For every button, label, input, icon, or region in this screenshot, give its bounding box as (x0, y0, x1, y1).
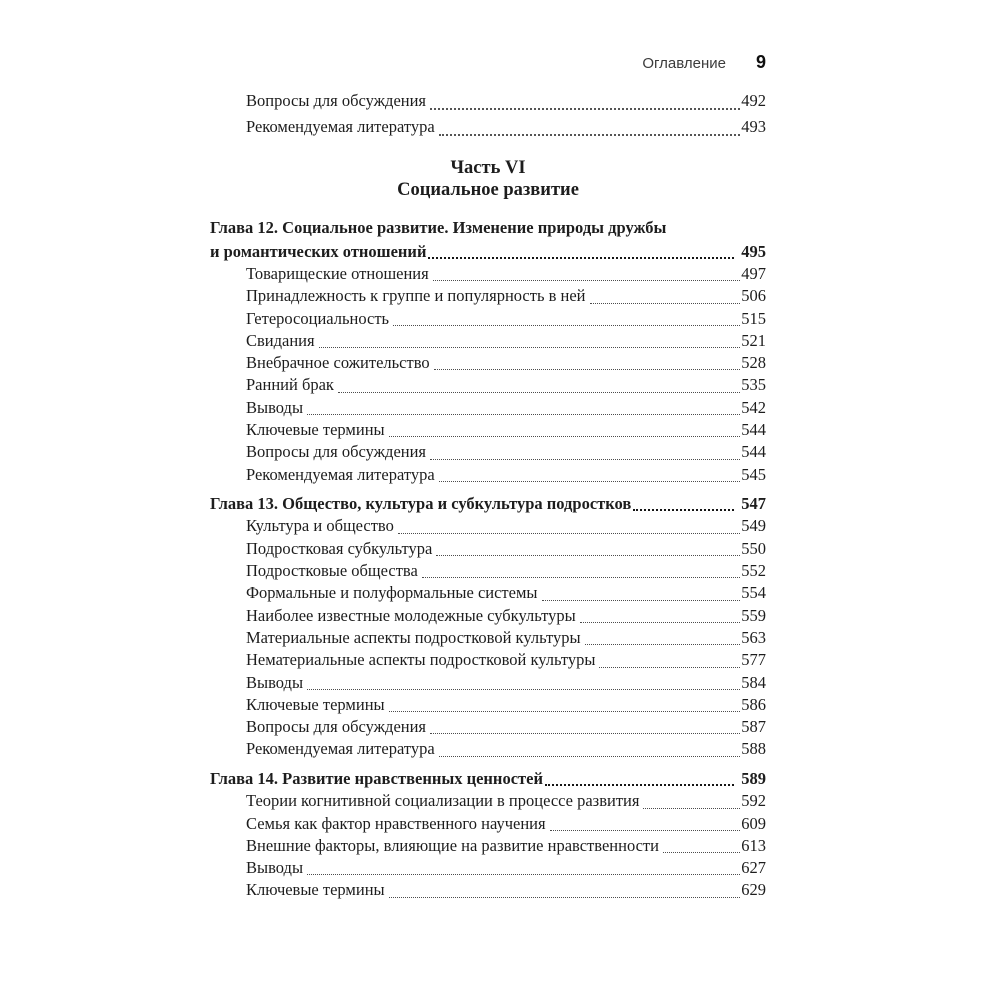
toc-entry-label: Выводы (246, 672, 304, 692)
dot-leader (643, 808, 740, 809)
dot-leader (398, 533, 740, 534)
toc-entry-label: Рекомендуемая литература (246, 464, 435, 484)
dot-leader (389, 711, 741, 712)
dot-leader (430, 459, 740, 460)
running-header (210, 52, 766, 72)
toc-entry (210, 582, 766, 604)
dot-leader (430, 733, 740, 734)
dot-leader (585, 644, 741, 645)
dot-leader (663, 852, 740, 853)
toc-entry-page: 544 (741, 420, 766, 440)
pre-entries (210, 88, 766, 140)
dot-leader (389, 897, 741, 898)
chapter-entry-page: 547 (741, 493, 766, 513)
toc-entry-label: Вопросы для обсуждения (246, 442, 427, 462)
toc-entry (210, 308, 766, 330)
chapter-block (210, 216, 766, 486)
toc-entry (210, 605, 766, 627)
chapter-block (210, 492, 766, 761)
toc-entry-page: 535 (741, 375, 766, 395)
toc-entry-label: Внебрачное сожительство (246, 353, 430, 373)
chapter-title-line: Глава 12. Социальное развитие. Изменение природы дружбы (210, 218, 667, 237)
toc-entry-page: 609 (741, 813, 766, 833)
dot-leader (389, 436, 741, 437)
toc-entry-label: Свидания (246, 330, 315, 350)
dot-leader (542, 600, 741, 601)
toc-entry-page: 492 (741, 91, 766, 110)
dot-leader (307, 414, 740, 415)
toc-entry-page: 552 (741, 561, 766, 581)
toc-entry-label: Ключевые термины (246, 420, 385, 440)
chapter-entry-label: Глава 13. Общество, культура и субкультура подростков (210, 493, 632, 513)
toc-entry-page: 550 (741, 538, 766, 558)
toc-entry (210, 419, 766, 441)
toc-entry-label: Выводы (246, 858, 304, 878)
toc-entry-label: Нематериальные аспекты подростковой культуры (246, 650, 596, 670)
toc-entry-label: Ключевые термины (246, 694, 385, 714)
chapter-entry-label: и романтических отношений (210, 241, 427, 261)
toc-entry-label: Формальные и полуформальные системы (246, 583, 538, 603)
chapter-entry (210, 492, 766, 516)
toc-entry-page: 577 (741, 650, 766, 670)
toc-entry-page: 587 (741, 717, 766, 737)
toc-entry-page: 629 (741, 880, 766, 900)
chapter-entry-page: 495 (741, 241, 766, 261)
dot-leader (545, 784, 734, 786)
toc-entry-label: Культура и общество (246, 516, 394, 536)
toc-entry (210, 441, 766, 463)
dot-leader (439, 756, 741, 757)
toc-entry-page: 493 (741, 117, 766, 136)
dot-leader (338, 392, 740, 393)
toc-entry (210, 813, 766, 835)
running-header-title: Оглавление (642, 55, 726, 72)
toc-entry-page: 545 (741, 464, 766, 484)
toc-entry-label: Наиболее известные молодежные субкультуры (246, 605, 576, 625)
chapter-entry-page: 589 (741, 768, 766, 788)
toc-entry-page: 613 (741, 835, 766, 855)
current-page-number: 9 (755, 52, 766, 72)
toc-entry-label: Подростковые общества (246, 561, 418, 581)
toc-entry-label: Подростковая субкультура (246, 538, 433, 558)
toc-entry (210, 790, 766, 812)
toc-entry (210, 285, 766, 307)
dot-leader (307, 874, 740, 875)
dot-leader (428, 257, 734, 259)
toc-entry-label: Ранний брак (246, 375, 334, 395)
toc-entry-page: 586 (741, 694, 766, 714)
toc-entry-page: 528 (741, 353, 766, 373)
chapter-entry-label: Глава 14. Развитие нравственных ценностей (210, 768, 543, 788)
dot-leader (430, 108, 740, 110)
toc-entry-label: Выводы (246, 397, 304, 417)
toc-entry-page: 592 (741, 791, 766, 811)
toc-entry (210, 738, 766, 760)
toc-entry-label: Материальные аспекты подростковой культуры (246, 627, 581, 647)
toc-entry (210, 352, 766, 374)
dot-leader (433, 280, 741, 281)
toc-entry-page: 559 (741, 605, 766, 625)
dot-leader (436, 555, 740, 556)
toc-entry-page: 588 (741, 739, 766, 759)
toc-entry-page: 563 (741, 627, 766, 647)
toc-entry-page: 554 (741, 583, 766, 603)
toc-entry (210, 627, 766, 649)
toc-entry (210, 694, 766, 716)
toc-entry-label: Семья как фактор нравственного научения (246, 813, 546, 833)
toc-entry-label: Ключевые термины (246, 880, 385, 900)
dot-leader (393, 325, 740, 326)
toc-entry (210, 330, 766, 352)
dot-leader (599, 667, 740, 668)
dot-leader (434, 369, 741, 370)
toc-entry-page: 549 (741, 516, 766, 536)
toc-entry-page: 584 (741, 672, 766, 692)
toc-entry (210, 114, 766, 140)
toc-entry-page: 544 (741, 442, 766, 462)
toc-entry-page: 521 (741, 330, 766, 350)
toc-entry (210, 464, 766, 486)
toc-entry (210, 560, 766, 582)
toc-entry-label: Рекомендуемая литература (246, 739, 435, 759)
toc-entry-page: 627 (741, 858, 766, 878)
dot-leader (307, 689, 740, 690)
chapters (210, 216, 766, 902)
toc-entry (210, 672, 766, 694)
toc-entry (210, 879, 766, 901)
toc-entry (210, 857, 766, 879)
dot-leader (633, 509, 734, 511)
part-title: Социальное развитие (397, 179, 579, 200)
dot-leader (319, 347, 741, 348)
toc-entry (210, 88, 766, 114)
dot-leader (439, 481, 741, 482)
toc-entry-page: 506 (741, 286, 766, 306)
toc-entry (210, 374, 766, 396)
toc-entry (210, 716, 766, 738)
chapter-entry (210, 240, 766, 264)
part-heading (210, 158, 766, 201)
dot-leader (422, 577, 740, 578)
toc-entry (210, 263, 766, 285)
toc-entry-page: 497 (741, 264, 766, 283)
toc-entry-label: Рекомендуемая литература (246, 117, 435, 136)
toc-entry-label: Гетеросоциальность (246, 308, 390, 328)
toc-entry-label: Товарищеские отношения (246, 264, 429, 283)
toc-entry (210, 538, 766, 560)
toc-entry (210, 397, 766, 419)
toc-entry-label: Вопросы для обсуждения (246, 717, 427, 737)
toc-entry (210, 835, 766, 857)
dot-leader (580, 622, 741, 623)
toc-entry-label: Принадлежность к группе и популярность в ней (246, 286, 586, 306)
chapter-entry (210, 767, 766, 791)
part-kicker: Часть VI (450, 158, 526, 178)
toc-content (210, 52, 766, 902)
dot-leader (550, 830, 741, 831)
toc-entry (210, 649, 766, 671)
toc-entry-page: 515 (741, 308, 766, 328)
dot-leader (590, 303, 741, 304)
toc-entry-label: Вопросы для обсуждения (246, 91, 427, 110)
toc-entry-page: 542 (741, 397, 766, 417)
dot-leader (439, 134, 741, 136)
chapter-block (210, 767, 766, 902)
toc-entry (210, 515, 766, 537)
toc-entry-label: Внешние факторы, влияющие на развитие нравственности (246, 835, 659, 855)
toc-entry-label: Теории когнитивной социализации в процессе развития (246, 791, 640, 811)
